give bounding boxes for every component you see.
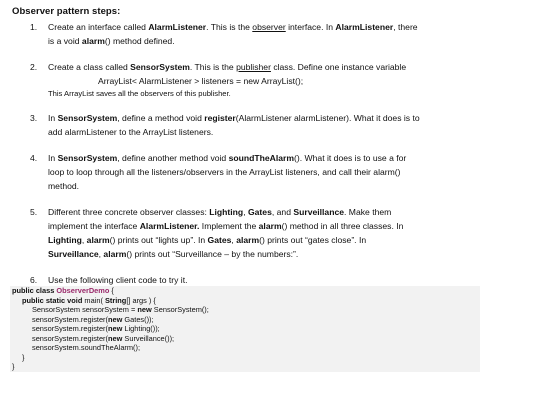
text-run: , (231, 235, 237, 245)
code-keyword: new (137, 305, 152, 314)
step-text (48, 60, 482, 100)
code-text: sensorSystem.register( (32, 314, 108, 324)
text-run: () prints out “Surveillance – by the numbers:”. (126, 249, 299, 259)
text-run-bold: Surveillance (293, 207, 345, 217)
step-note: This ArrayList saves all the observers of this publisher. (48, 89, 231, 98)
code-keyword: public class (12, 286, 57, 295)
code-keyword: new (107, 324, 123, 333)
text-run-bold: SensorSystem (57, 153, 118, 163)
step-number: 5. (30, 207, 38, 217)
step-5 (30, 205, 482, 261)
code-line: } (12, 362, 15, 371)
step-number: 6. (30, 275, 38, 285)
text-run: , and (271, 207, 294, 217)
text-run-bold: Lighting (209, 207, 244, 217)
code-keyword: new (107, 314, 123, 324)
text-run: , (81, 235, 87, 245)
text-run: interface. In (285, 22, 336, 32)
text-run: implement the interface (48, 221, 140, 231)
text-run: class. Define one instance variable (270, 62, 407, 72)
code-line (32, 334, 174, 344)
text-run: Different three concrete observer classes: (48, 207, 210, 217)
text-run: Create a class called (48, 62, 131, 72)
text-run-bold: alarm (86, 235, 110, 245)
text-run-bold: alarm (258, 221, 282, 231)
code-text: SensorSystem sensorSystem = (32, 305, 138, 314)
text-run: . Make them (344, 207, 392, 217)
code-text: main( (84, 295, 105, 305)
text-run-bold: alarm (236, 235, 260, 245)
step-2 (30, 60, 482, 100)
text-run-bold: alarm (103, 249, 127, 259)
text-run-bold: Lighting (48, 235, 82, 245)
text-run: , define a method void (117, 113, 205, 123)
code-text: Surveillance()); (122, 333, 175, 343)
text-run-underline: observer (252, 22, 286, 32)
text-run: () method defined. (104, 36, 175, 46)
text-run-bold: AlarmListener (335, 22, 394, 32)
text-run-bold: alarm (81, 36, 105, 46)
code-line (12, 286, 114, 296)
text-run-underline: publisher (236, 62, 271, 72)
code-text: { (109, 286, 114, 295)
text-run: In (48, 153, 58, 163)
text-run: (AlarmListener alarmListener). What it does is to (235, 113, 420, 123)
code-line (32, 305, 209, 315)
text-run-bold: Gates (247, 207, 272, 217)
step-number: 1. (30, 22, 38, 32)
text-run-bold: AlarmListener. (139, 221, 200, 231)
step-text (48, 151, 482, 193)
text-run-bold: register (204, 113, 236, 123)
step-text (48, 20, 482, 48)
step-1 (30, 20, 482, 48)
step-3 (30, 111, 482, 139)
text-run: , (98, 249, 104, 259)
code-class-name: ObserverDemo (56, 286, 110, 295)
code-text: Lighting()); (122, 324, 160, 333)
step-number: 3. (30, 113, 38, 123)
code-text: sensorSystem.register( (32, 324, 108, 333)
text-run-bold: SensorSystem (57, 113, 118, 123)
text-run-bold: SensorSystem (130, 62, 190, 72)
step-6 (30, 273, 482, 287)
text-run: is a void (48, 36, 82, 46)
code-line-arraylist: ArrayList< AlarmListener > listeners = new ArrayList(); (98, 76, 304, 86)
text-run: (). What it does is to use a for (294, 153, 407, 163)
code-line (22, 296, 156, 306)
text-run: loop to loop through all the listeners/observers in the ArrayList listeners, and call their alarm() (48, 167, 401, 177)
text-run: , define another method void (117, 153, 229, 163)
code-keyword: public static void (22, 295, 85, 305)
code-text: sensorSystem.register( (32, 333, 108, 343)
text-run: Implement the (199, 221, 259, 231)
text-run: () prints out “gates close”. In (259, 235, 367, 245)
code-keyword: new (107, 333, 123, 343)
code-line: sensorSystem.soundTheAlarm(); (32, 343, 141, 352)
text-run: () prints out “lights up”. In (109, 235, 208, 245)
step-text (48, 273, 482, 287)
text-run: method. (48, 181, 80, 191)
text-run: . This is the (189, 62, 237, 72)
code-text: SensorSystem(); (151, 305, 209, 314)
step-number: 2. (30, 62, 38, 72)
text-run: Use the following client code to try it. (48, 275, 188, 285)
text-run: . This is the (206, 22, 253, 32)
step-number: 4. (30, 153, 38, 163)
step-4 (30, 151, 482, 193)
text-run-bold: Surveillance (48, 249, 99, 259)
text-run: , (243, 207, 248, 217)
code-line (32, 315, 154, 325)
code-text: Gates()); (122, 314, 154, 324)
text-run: Create an interface called (48, 22, 149, 32)
step-text (48, 111, 482, 139)
text-run: () method in all three classes. In (281, 221, 404, 231)
text-run: add alarmListener to the ArrayList listeners. (48, 127, 214, 137)
text-run-bold: Gates (207, 235, 232, 245)
text-run-bold: soundTheAlarm (228, 153, 295, 163)
code-keyword: String (104, 295, 127, 305)
code-line: } (22, 352, 25, 362)
code-text: [] args ) { (126, 295, 156, 305)
text-run: In (48, 113, 58, 123)
code-block (10, 286, 480, 372)
text-run-bold: AlarmListener (148, 22, 207, 32)
step-text (48, 205, 482, 261)
text-run: , there (393, 22, 418, 32)
code-line (32, 324, 160, 334)
page-heading: Observer pattern steps: (12, 6, 121, 17)
